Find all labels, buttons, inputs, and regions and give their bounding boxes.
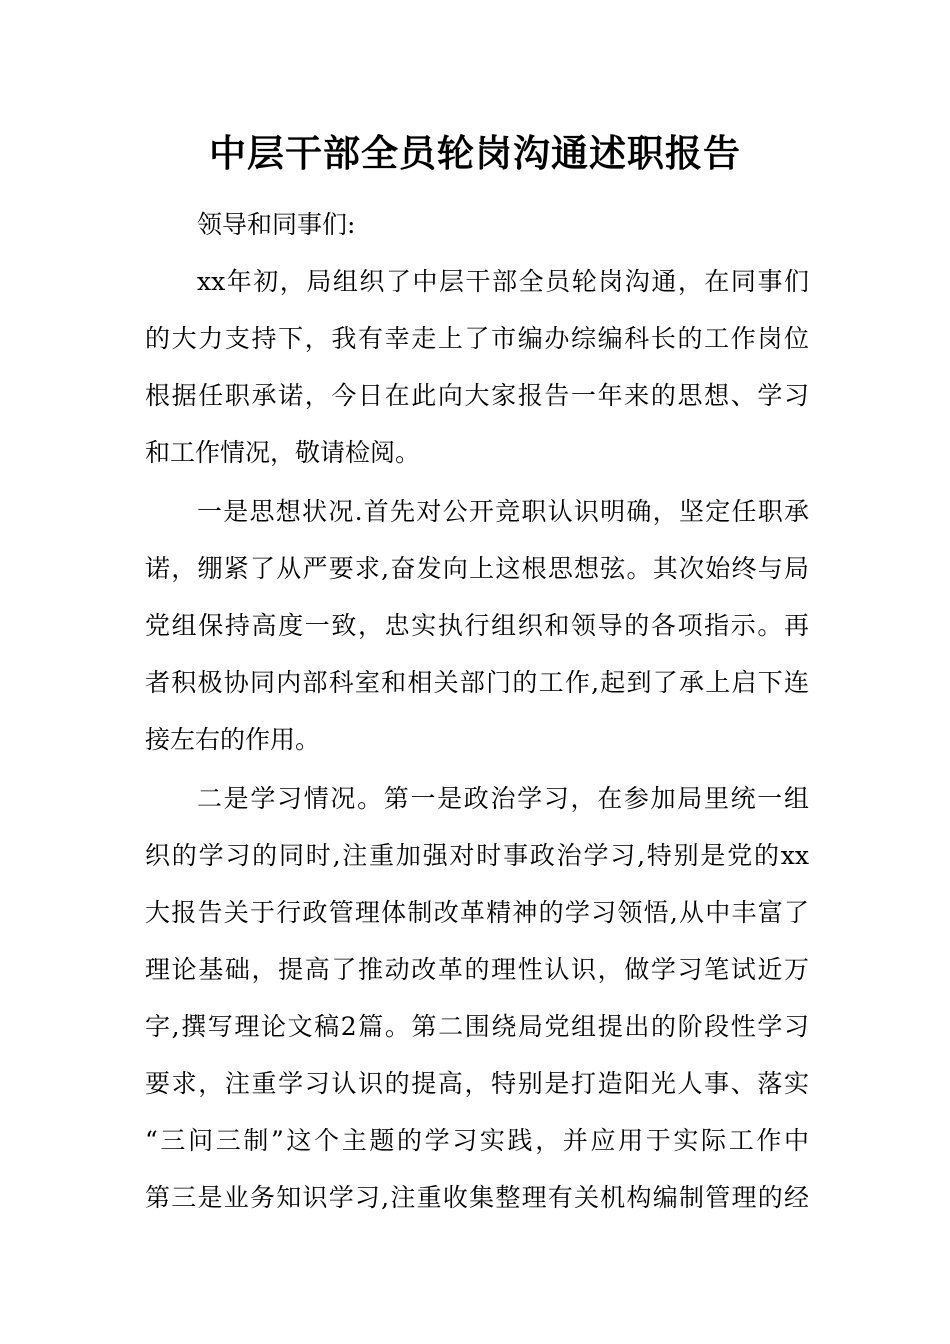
paragraph-line: 者积极协同内部科室和相关部门的工作,起到了承上启下连 (145, 668, 809, 697)
paragraph-line: 一是思想状况.首先对公开竞职认识明确，坚定任职承 (197, 497, 809, 526)
paragraph-line: 接左右的作用。 (145, 725, 321, 754)
document-title: 中层干部全员轮岗沟通述职报告 (209, 131, 741, 175)
paragraph-line: 诺，绷紧了从严要求,奋发向上这根思想弦。其次始终与局 (145, 554, 809, 583)
paragraph-line: 字,撰写理论文稿2篇。第二围绕局党组提出的阶段性学习 (145, 1012, 809, 1041)
paragraph-line: 二是学习情况。第一是政治学习，在参加局里统一组 (197, 784, 809, 813)
paragraph-line: 理论基础，提高了推动改革的理性认识，做学习笔试近万 (145, 955, 809, 984)
paragraph-line: “三问三制”这个主题的学习实践，并应用于实际工作中 (145, 1126, 809, 1155)
salutation: 领导和同事们: (197, 210, 356, 239)
paragraph-line: 党组保持高度一致，忠实执行组织和领导的各项指示。再 (145, 611, 809, 640)
paragraph-line: 第三是业务知识学习,注重收集整理有关机构编制管理的经 (145, 1183, 809, 1212)
paragraph-line: xx年初，局组织了中层干部全员轮岗沟通，在同事们 (197, 267, 809, 296)
document-body (145, 0, 809, 1344)
paragraph-line: 的大力支持下，我有幸走上了市编办综编科长的工作岗位 (145, 324, 809, 353)
paragraph-line: 和工作情况，敬请检阅。 (145, 438, 421, 467)
paragraph-line: 织的学习的同时,注重加强对时事政治学习,特别是党的xx (145, 841, 809, 870)
paragraph-line: 根据任职承诺，今日在此向大家报告一年来的思想、学习 (145, 381, 809, 410)
paragraph-line: 要求，注重学习认识的提高，特别是打造阳光人事、落实 (145, 1069, 809, 1098)
paragraph-line: 大报告关于行政管理体制改革精神的学习领悟,从中丰富了 (145, 898, 809, 927)
